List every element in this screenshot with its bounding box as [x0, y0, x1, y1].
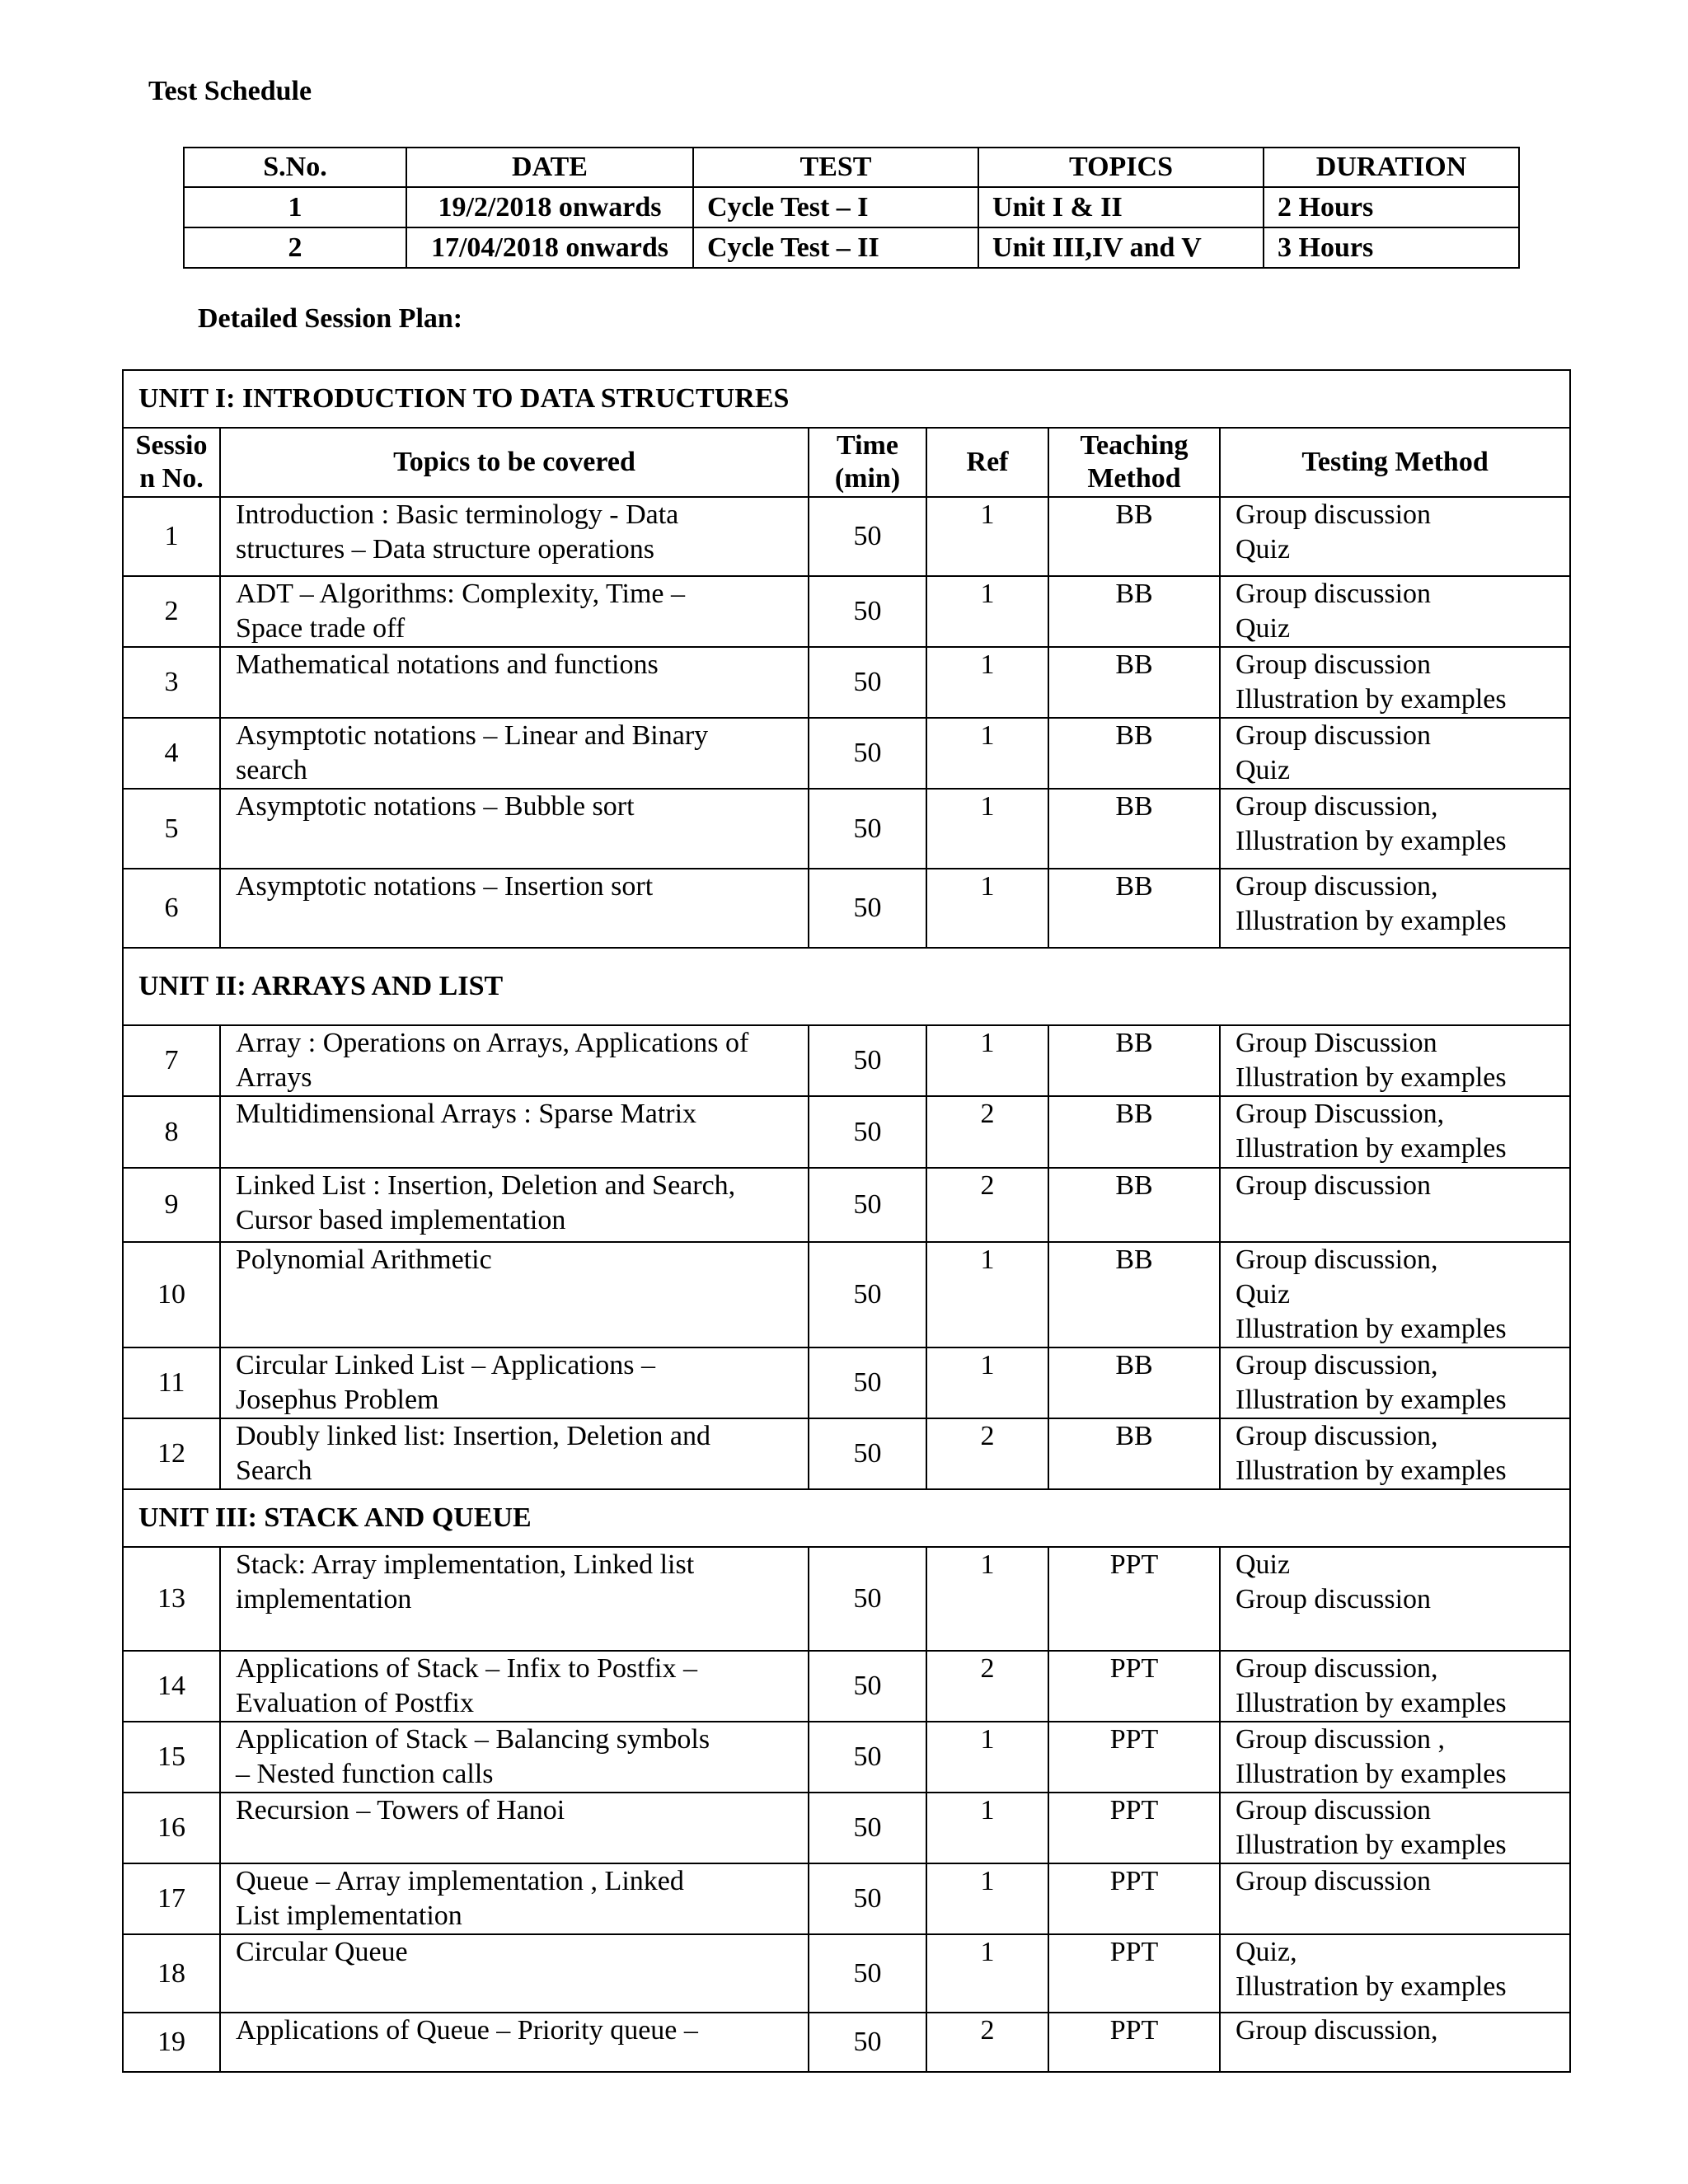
cell-testing-method-line: Group discussion [1236, 499, 1432, 530]
cell-testing-method-line: Group discussion, [1236, 1244, 1438, 1275]
cell-ref: 1 [926, 789, 1048, 869]
cell-topic-line: Arrays [236, 1062, 312, 1093]
cell-teaching-method: BB [1048, 647, 1220, 718]
cell-topic-line: Cursor based implementation [236, 1205, 566, 1235]
cell-topic-line: Introduction : Basic terminology - Data [236, 499, 679, 530]
cell-time: 50 [809, 1863, 926, 1934]
table-row [123, 1242, 1570, 1347]
cell-session-no: 3 [123, 647, 220, 718]
cell-topic [220, 497, 809, 576]
cell-sno: 1 [184, 187, 406, 227]
test-schedule-heading: Test Schedule [148, 76, 312, 106]
cell-testing-method-line: Group discussion [1236, 579, 1432, 609]
cell-testing-method-line: Group discussion, [1236, 871, 1438, 902]
cell-teaching-method: BB [1048, 1242, 1220, 1347]
cell-topic-line: Application of Stack – Balancing symbols [236, 1724, 710, 1755]
cell-topic-line: search [236, 755, 307, 785]
table-row [123, 1347, 1570, 1418]
cell-session-no: 14 [123, 1651, 220, 1722]
table-row [123, 1096, 1570, 1168]
cell-session-no: 8 [123, 1096, 220, 1168]
cell-session-no: 6 [123, 869, 220, 948]
cell-testing-method-line: Illustration by examples [1236, 906, 1507, 936]
cell-topic-line: Evaluation of Postfix [236, 1688, 474, 1718]
cell-topics: Unit III,IV and V [978, 227, 1264, 268]
cell-session-no: 1 [123, 497, 220, 576]
cell-testing-method-line: Illustration by examples [1236, 1688, 1507, 1718]
cell-duration: 2 Hours [1264, 187, 1519, 227]
cell-ref: 1 [926, 1863, 1048, 1934]
cell-topic-line: Josephus Problem [236, 1385, 439, 1415]
cell-time: 50 [809, 1096, 926, 1168]
cell-testing-method [1220, 789, 1570, 869]
cell-topic-line: ADT – Algorithms: Complexity, Time – [236, 579, 686, 609]
table-row [123, 497, 1570, 576]
table-row [123, 1025, 1570, 1096]
table-row [123, 869, 1570, 948]
cell-topic-line: Queue – Array implementation , Linked [236, 1866, 684, 1896]
cell-topic-line: structures – Data structure operations [236, 534, 654, 565]
table-row [184, 227, 1519, 268]
cell-testing-method-line: Quiz [1236, 1549, 1291, 1580]
cell-time: 50 [809, 1722, 926, 1793]
cell-session-no: 12 [123, 1418, 220, 1489]
cell-ref: 1 [926, 1793, 1048, 1863]
cell-testing-method [1220, 1242, 1570, 1347]
cell-ref: 1 [926, 647, 1048, 718]
cell-topic-line: Space trade off [236, 613, 406, 644]
cell-testing-method-line: Illustration by examples [1236, 1971, 1507, 2002]
cell-teaching-method: PPT [1048, 1547, 1220, 1651]
session-plan-table [122, 369, 1571, 2073]
cell-topic [220, 2013, 809, 2072]
column-header-duration: DURATION [1264, 148, 1519, 187]
column-header-sno: S.No. [184, 148, 406, 187]
cell-teaching-method: BB [1048, 869, 1220, 948]
cell-testing-method-line: Group discussion, [1236, 791, 1438, 822]
cell-session-no: 9 [123, 1168, 220, 1242]
unit-title-row [123, 1489, 1570, 1547]
cell-session-no: 2 [123, 576, 220, 647]
column-header-teaching-method-line: Method [1087, 463, 1181, 494]
cell-testing-method-line: Quiz [1236, 755, 1291, 785]
cell-topic-line: List implementation [236, 1900, 462, 1931]
table-row [123, 2013, 1570, 2072]
cell-ref: 2 [926, 2013, 1048, 2072]
cell-topic [220, 576, 809, 647]
cell-session-no: 15 [123, 1722, 220, 1793]
cell-testing-method-line: Illustration by examples [1236, 1314, 1507, 1344]
cell-teaching-method: BB [1048, 1025, 1220, 1096]
cell-test: Cycle Test – I [693, 187, 978, 227]
cell-topic [220, 718, 809, 789]
test-schedule-header-row [184, 148, 1519, 187]
cell-testing-method-line: Illustration by examples [1236, 1133, 1507, 1164]
column-header-ref: Ref [926, 428, 1048, 497]
cell-ref: 1 [926, 1547, 1048, 1651]
cell-topic [220, 1418, 809, 1489]
cell-teaching-method: PPT [1048, 1651, 1220, 1722]
cell-testing-method [1220, 1547, 1570, 1651]
cell-testing-method-line: Group Discussion [1236, 1028, 1437, 1058]
cell-topic-line: – Nested function calls [236, 1759, 494, 1789]
table-row [123, 1651, 1570, 1722]
cell-session-no: 4 [123, 718, 220, 789]
table-row [123, 1934, 1570, 2013]
cell-topic-line: Asymptotic notations – Insertion sort [236, 871, 654, 902]
cell-testing-method [1220, 2013, 1570, 2072]
cell-teaching-method: PPT [1048, 1934, 1220, 2013]
column-header-testing-method: Testing Method [1220, 428, 1570, 497]
cell-time: 50 [809, 1651, 926, 1722]
table-row [123, 1793, 1570, 1863]
cell-time: 50 [809, 1025, 926, 1096]
cell-topic [220, 789, 809, 869]
table-row [123, 789, 1570, 869]
cell-session-no: 11 [123, 1347, 220, 1418]
cell-testing-method [1220, 1347, 1570, 1418]
cell-time: 50 [809, 869, 926, 948]
cell-teaching-method: BB [1048, 1168, 1220, 1242]
cell-topic-line: Asymptotic notations – Bubble sort [236, 791, 635, 822]
table-row [123, 1418, 1570, 1489]
cell-testing-method-line: Quiz [1236, 534, 1291, 565]
unit-title: UNIT I: INTRODUCTION TO DATA STRUCTURES [123, 370, 1570, 428]
cell-ref: 2 [926, 1418, 1048, 1489]
cell-topic [220, 1863, 809, 1934]
cell-topic-line: Linked List : Insertion, Deletion and Search, [236, 1170, 736, 1201]
cell-testing-method-line: Group discussion [1236, 1584, 1432, 1615]
cell-topic [220, 1347, 809, 1418]
cell-topic [220, 647, 809, 718]
cell-testing-method-line: Group discussion , [1236, 1724, 1446, 1755]
cell-time: 50 [809, 2013, 926, 2072]
cell-testing-method-line: Group discussion [1236, 1170, 1432, 1201]
cell-time: 50 [809, 1242, 926, 1347]
cell-topic [220, 1242, 809, 1347]
cell-topic [220, 1934, 809, 2013]
cell-teaching-method: PPT [1048, 1793, 1220, 1863]
cell-ref: 1 [926, 1722, 1048, 1793]
cell-topic-line: Recursion – Towers of Hanoi [236, 1795, 565, 1825]
table-row [123, 647, 1570, 718]
cell-testing-method-line: Group discussion [1236, 649, 1432, 680]
cell-testing-method [1220, 718, 1570, 789]
cell-topic-line: implementation [236, 1584, 412, 1615]
cell-topic [220, 1168, 809, 1242]
cell-testing-method [1220, 869, 1570, 948]
cell-testing-method [1220, 1418, 1570, 1489]
cell-teaching-method: BB [1048, 718, 1220, 789]
cell-topic-line: Circular Queue [236, 1937, 408, 1967]
column-header-test: TEST [693, 148, 978, 187]
cell-topic-line: Doubly linked list: Insertion, Deletion and [236, 1421, 711, 1451]
cell-ref: 1 [926, 1025, 1048, 1096]
cell-time: 50 [809, 1418, 926, 1489]
cell-testing-method [1220, 1722, 1570, 1793]
cell-teaching-method: BB [1048, 1347, 1220, 1418]
cell-teaching-method: PPT [1048, 1722, 1220, 1793]
column-header-topics: TOPICS [978, 148, 1264, 187]
cell-testing-method [1220, 647, 1570, 718]
cell-session-no: 18 [123, 1934, 220, 2013]
cell-topic-line: Applications of Stack – Infix to Postfix – [236, 1653, 698, 1684]
cell-testing-method-line: Illustration by examples [1236, 1759, 1507, 1789]
cell-session-no: 17 [123, 1863, 220, 1934]
cell-testing-method [1220, 576, 1570, 647]
cell-testing-method-line: Group discussion [1236, 1866, 1432, 1896]
column-header-time [809, 428, 926, 497]
cell-testing-method-line: Group discussion, [1236, 1653, 1438, 1684]
cell-testing-method-line: Group discussion [1236, 1795, 1432, 1825]
cell-topic-line: Mathematical notations and functions [236, 649, 659, 680]
cell-session-no: 7 [123, 1025, 220, 1096]
session-plan-header-row [123, 428, 1570, 497]
cell-time: 50 [809, 1934, 926, 2013]
cell-topics: Unit I & II [978, 187, 1264, 227]
cell-session-no: 10 [123, 1242, 220, 1347]
cell-ref: 1 [926, 576, 1048, 647]
cell-ref: 1 [926, 1347, 1048, 1418]
table-row [184, 187, 1519, 227]
cell-testing-method-line: Quiz [1236, 613, 1291, 644]
cell-topic [220, 1793, 809, 1863]
cell-topic [220, 869, 809, 948]
cell-ref: 1 [926, 718, 1048, 789]
column-header-time-line: Time [837, 430, 898, 461]
cell-time: 50 [809, 1793, 926, 1863]
cell-testing-method [1220, 1651, 1570, 1722]
cell-test: Cycle Test – II [693, 227, 978, 268]
column-header-topics: Topics to be covered [220, 428, 809, 497]
cell-date: 19/2/2018 onwards [406, 187, 693, 227]
unit-title-row [123, 370, 1570, 428]
cell-testing-method [1220, 497, 1570, 576]
cell-teaching-method: BB [1048, 1418, 1220, 1489]
column-header-session-no [123, 428, 220, 497]
test-schedule-table [183, 147, 1520, 269]
cell-ref: 2 [926, 1168, 1048, 1242]
table-row [123, 718, 1570, 789]
cell-time: 50 [809, 1168, 926, 1242]
cell-testing-method-line: Group discussion [1236, 720, 1432, 751]
table-row [123, 1547, 1570, 1651]
cell-teaching-method: PPT [1048, 1863, 1220, 1934]
cell-sno: 2 [184, 227, 406, 268]
table-row [123, 1863, 1570, 1934]
cell-testing-method-line: Illustration by examples [1236, 1830, 1507, 1860]
cell-session-no: 13 [123, 1547, 220, 1651]
cell-topic [220, 1722, 809, 1793]
table-row [123, 1722, 1570, 1793]
cell-teaching-method: BB [1048, 789, 1220, 869]
cell-ref: 2 [926, 1096, 1048, 1168]
cell-time: 50 [809, 718, 926, 789]
cell-time: 50 [809, 789, 926, 869]
cell-teaching-method: PPT [1048, 2013, 1220, 2072]
cell-topic-line: Search [236, 1455, 312, 1486]
unit-title-row [123, 948, 1570, 1025]
cell-time: 50 [809, 576, 926, 647]
cell-topic-line: Array : Operations on Arrays, Applications of [236, 1028, 749, 1058]
cell-topic-line: Multidimensional Arrays : Sparse Matrix [236, 1099, 697, 1129]
cell-ref: 1 [926, 1242, 1048, 1347]
cell-ref: 1 [926, 497, 1048, 576]
cell-topic-line: Stack: Array implementation, Linked list [236, 1549, 695, 1580]
cell-time: 50 [809, 647, 926, 718]
cell-testing-method-line: Group discussion, [1236, 1350, 1438, 1380]
cell-topic [220, 1096, 809, 1168]
cell-ref: 1 [926, 1934, 1048, 2013]
column-header-teaching-method-line: Teaching [1080, 430, 1189, 461]
column-header-session-no-line: n No. [139, 463, 204, 494]
table-row [123, 1168, 1570, 1242]
cell-testing-method-line: Quiz, [1236, 1937, 1297, 1967]
cell-testing-method [1220, 1793, 1570, 1863]
column-header-time-line: (min) [834, 463, 901, 494]
cell-testing-method-line: Illustration by examples [1236, 1385, 1507, 1415]
cell-testing-method-line: Group discussion, [1236, 1421, 1438, 1451]
column-header-date: DATE [406, 148, 693, 187]
cell-topic [220, 1025, 809, 1096]
cell-testing-method [1220, 1025, 1570, 1096]
cell-teaching-method: BB [1048, 497, 1220, 576]
cell-testing-method-line: Group Discussion, [1236, 1099, 1445, 1129]
cell-ref: 1 [926, 869, 1048, 948]
cell-testing-method [1220, 1168, 1570, 1242]
cell-teaching-method: BB [1048, 1096, 1220, 1168]
unit-title: UNIT II: ARRAYS AND LIST [123, 948, 1570, 1025]
cell-testing-method-line: Quiz [1236, 1279, 1291, 1310]
cell-testing-method-line: Illustration by examples [1236, 826, 1507, 856]
cell-testing-method-line: Illustration by examples [1236, 1062, 1507, 1093]
cell-teaching-method: BB [1048, 576, 1220, 647]
cell-testing-method-line: Illustration by examples [1236, 1455, 1507, 1486]
cell-topic-line: Asymptotic notations – Linear and Binary [236, 720, 709, 751]
cell-testing-method [1220, 1863, 1570, 1934]
cell-time: 50 [809, 1547, 926, 1651]
session-plan-heading: Detailed Session Plan: [198, 303, 463, 334]
cell-topic [220, 1547, 809, 1651]
cell-date: 17/04/2018 onwards [406, 227, 693, 268]
cell-topic-line: Circular Linked List – Applications – [236, 1350, 655, 1380]
column-header-teaching-method [1048, 428, 1220, 497]
cell-testing-method-line: Group discussion, [1236, 2015, 1438, 2046]
cell-topic-line: Applications of Queue – Priority queue – [236, 2015, 698, 2046]
cell-time: 50 [809, 497, 926, 576]
cell-session-no: 5 [123, 789, 220, 869]
table-row [123, 576, 1570, 647]
cell-time: 50 [809, 1347, 926, 1418]
cell-session-no: 16 [123, 1793, 220, 1863]
unit-title: UNIT III: STACK AND QUEUE [123, 1489, 1570, 1547]
cell-duration: 3 Hours [1264, 227, 1519, 268]
cell-testing-method [1220, 1934, 1570, 2013]
cell-session-no: 19 [123, 2013, 220, 2072]
cell-topic-line: Polynomial Arithmetic [236, 1244, 492, 1275]
cell-ref: 2 [926, 1651, 1048, 1722]
column-header-session-no-line: Sessio [135, 430, 208, 461]
cell-testing-method-line: Illustration by examples [1236, 684, 1507, 715]
cell-testing-method [1220, 1096, 1570, 1168]
cell-topic [220, 1651, 809, 1722]
